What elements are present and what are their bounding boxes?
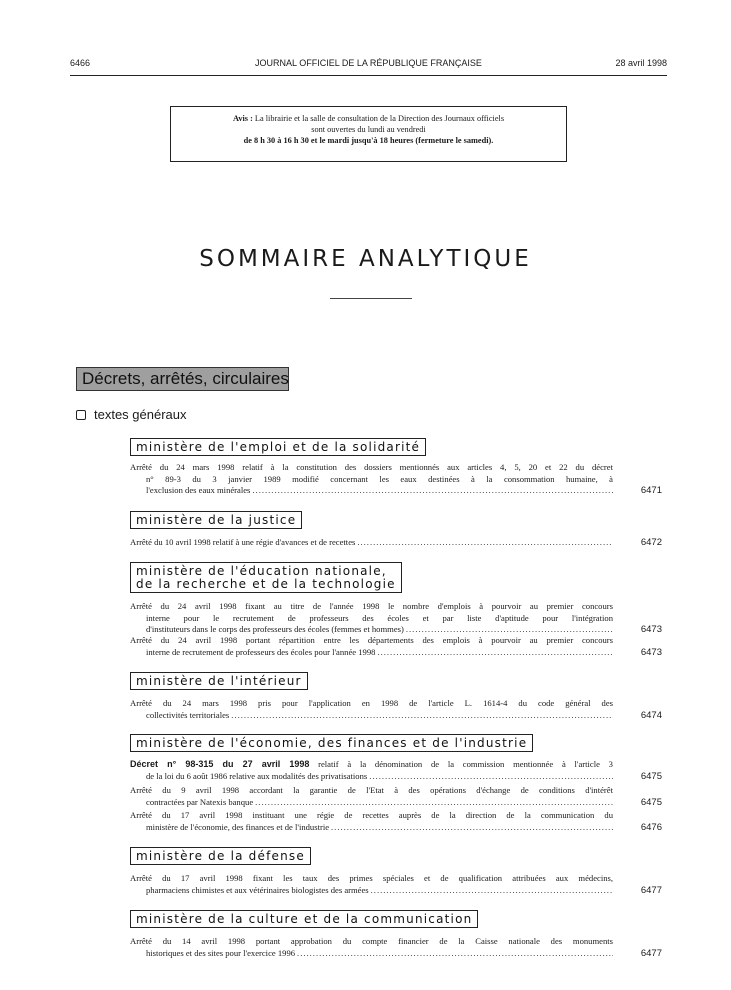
summary-entry	[130, 873, 662, 896]
entry-line: pharmaciens chimistes et aux vétérinaires biologistes des armées	[146, 884, 369, 895]
entry-line: Arrêté du 17 avril 1998 fixant les taux des primes spéciales et de qualification attribuées aux médecins,	[130, 873, 613, 883]
ministry-heading	[130, 672, 308, 690]
entry-page-number: 6472	[640, 537, 662, 548]
entry-leader-line	[130, 647, 613, 659]
entry-line	[130, 759, 613, 771]
summary-entry	[130, 785, 662, 808]
ministry-heading	[130, 734, 533, 752]
ministry-heading	[130, 511, 302, 529]
dot-leader	[252, 485, 613, 497]
summary-entry	[130, 601, 662, 636]
entry-leader-line	[130, 624, 613, 636]
notice-label: Avis :	[232, 114, 253, 123]
entry-page-number: 6476	[640, 821, 662, 833]
dot-leader	[377, 647, 613, 659]
subsection-heading	[76, 407, 187, 422]
notice-line-3: de 8 h 30 à 16 h 30 et le mardi jusqu'à 18 heures (fermeture le samedi).	[243, 136, 494, 145]
ministry-heading	[130, 847, 311, 865]
summary-entry	[130, 759, 662, 782]
summary-entry	[130, 635, 662, 658]
ministry-heading-line: ministère de la défense	[136, 849, 305, 863]
ministry-heading	[130, 438, 426, 456]
summary-entry	[130, 936, 662, 959]
entry-page-number: 6474	[640, 709, 662, 721]
entry-leader-line	[130, 948, 613, 960]
entry-page-number: 6473	[640, 646, 662, 658]
entry-bold-prefix: Décret n° 98-315 du 27 avril 1998	[130, 759, 310, 769]
notice-line-2: sont ouvertes du lundi au vendredi	[311, 125, 426, 134]
entry-line: Arrêté du 10 avril 1998 relatif à une régie d'avances et de recettes	[130, 537, 356, 547]
ministry-heading-line: de la recherche et de la technologie	[136, 577, 396, 591]
ministry-heading-line: ministère de l'éducation nationale,	[136, 564, 387, 578]
entry-line: collectivités territoriales	[146, 709, 230, 720]
entry-page-number: 6477	[640, 947, 662, 959]
ministry-heading-line: ministère de la justice	[136, 513, 297, 527]
summary-entry	[130, 698, 662, 721]
ministry-heading	[130, 910, 478, 928]
page-header	[70, 58, 667, 72]
entry-leader-line	[130, 485, 613, 497]
entry-leader-line	[130, 797, 613, 809]
header-rule	[70, 75, 667, 76]
title-rule	[330, 298, 412, 299]
dot-leader	[231, 710, 613, 722]
issue-date: 28 avril 1998	[615, 58, 667, 68]
dot-leader	[369, 771, 613, 783]
entry-line: Arrêté du 24 avril 1998 portant répartition entre les départements des emplois à pourvoir au premier concours	[130, 635, 613, 645]
notice-line-1	[171, 113, 566, 124]
subsection-label: textes généraux	[94, 407, 187, 422]
notice-box	[170, 106, 567, 162]
page-title: SOMMAIRE ANALYTIQUE	[199, 246, 532, 272]
entry-leader-line	[130, 822, 613, 834]
entry-page-number: 6475	[640, 796, 662, 808]
notice-line-1-text: La librairie et la salle de consultation de la Direction des Journaux officiels	[254, 114, 505, 123]
dot-leader	[357, 537, 613, 549]
entry-line-text: relatif à la dénomination de la commission mentionnée à l'article 3	[309, 759, 613, 769]
entry-line: l'exclusion des eaux minérales	[146, 485, 251, 495]
entry-page-number: 6471	[640, 485, 662, 496]
entry-line: contractées par Natexis banque	[146, 796, 254, 807]
page-number: 6466	[70, 58, 91, 68]
summary-entry	[130, 462, 662, 497]
entry-line: Arrêté du 9 avril 1998 accordant la garantie de l'Etat à des opérations d'échange de conditions d'intérêt	[130, 785, 613, 795]
entry-line: historiques et des sites pour l'exercice 1996	[146, 947, 296, 958]
entry-line: interne de recrutement de professeurs des écoles pour l'année 1998	[146, 646, 376, 657]
entry-leader-line	[130, 710, 613, 722]
entry-line: Arrêté du 14 avril 1998 portant approbation du compte financier de la Caisse nationale des monuments	[130, 936, 613, 946]
entry-line: ministère de l'économie, des finances et de l'industrie	[146, 821, 330, 832]
entry-line: d'instituteurs dans le corps des professeurs des écoles (femmes et hommes)	[146, 624, 404, 634]
entry-line: Arrêté du 24 mars 1998 pris pour l'application en 1998 de l'article L. 1614-4 du code général des	[130, 698, 613, 708]
dot-leader	[371, 885, 613, 897]
journal-title: JOURNAL OFFICIEL DE LA RÉPUBLIQUE FRANÇAISE	[255, 58, 482, 68]
entry-leader-line	[130, 537, 613, 549]
entry-leader-line	[130, 885, 613, 897]
checkbox-icon	[76, 410, 86, 420]
dot-leader	[255, 797, 613, 809]
entry-line: n° 89-3 du 3 janvier 1989 modifié concernant les eaux destinées à la consommation humaine, à	[146, 473, 613, 484]
summary-entry	[130, 810, 662, 833]
ministry-heading-line: ministère de l'emploi et de la solidarité	[136, 440, 421, 454]
ministry-heading	[130, 562, 402, 593]
ministry-heading-line: ministère de la culture et de la communication	[136, 912, 473, 926]
dot-leader	[406, 624, 613, 636]
entry-line: Arrêté du 24 avril 1998 fixant au titre de l'année 1998 le nombre d'emplois à pourvoir au premier concours	[130, 601, 613, 611]
section-banner: Décrets, arrêtés, circulaires	[76, 367, 289, 391]
ministry-heading-line: ministère de l'économie, des finances et de l'industrie	[136, 736, 528, 750]
entry-line: de la loi du 6 août 1986 relative aux modalités des privatisations	[146, 770, 368, 781]
dot-leader	[297, 948, 613, 960]
entry-page-number: 6473	[640, 624, 662, 635]
dot-leader	[331, 822, 613, 834]
entry-line: Arrêté du 24 mars 1998 relatif à la constitution des dossiers mentionnés aux articles 4, 5, 20 et 22 du décret	[130, 462, 613, 472]
entry-page-number: 6475	[640, 770, 662, 782]
entry-line: interne pour le recrutement de professeurs des écoles et par liste d'aptitude pour l'intégration	[146, 612, 613, 623]
ministry-heading-line: ministère de l'intérieur	[136, 674, 302, 688]
entry-leader-line	[130, 771, 613, 783]
entry-page-number: 6477	[640, 884, 662, 896]
summary-entry	[130, 537, 662, 549]
entry-line: Arrêté du 17 avril 1998 instituant une régie de recettes auprès de la direction de la communication du	[130, 810, 613, 820]
